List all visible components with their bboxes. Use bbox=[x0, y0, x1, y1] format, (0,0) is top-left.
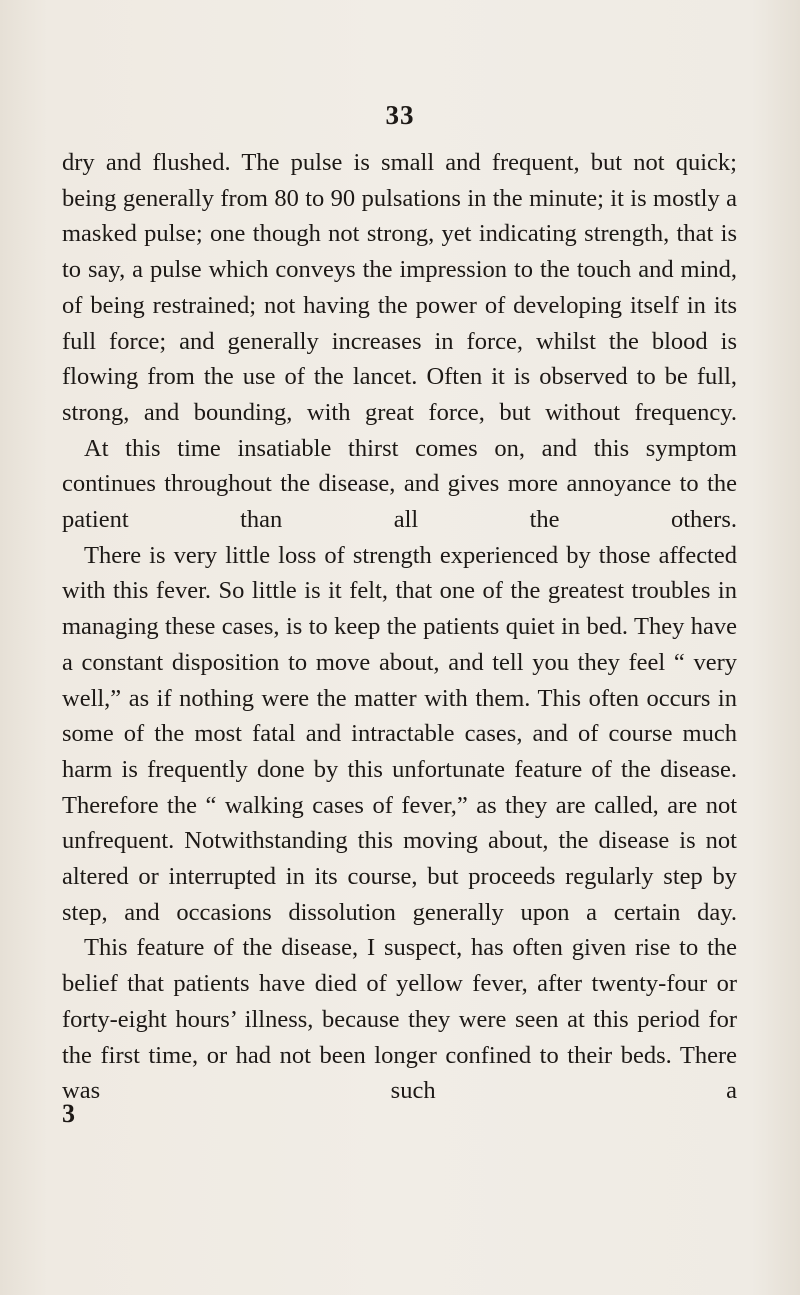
paragraph-pulse: dry and flushed. The pulse is small and frequent, but not quick; being generally from 80 to 90 pulsations in the minute; it is mostly a masked pulse; one though not strong, yet indicating strength, that is to say, a pulse which conveys the impression to the touch and mind, of being restrained; not having the power of developing itself in its full force; and generally increases in force, whilst the blood is flowing from the use of the lancet. Often it is observed to be full, strong, and bounding, with great force, but without frequency. bbox=[62, 149, 737, 426]
paragraph-thirst: At this time insatiable thirst comes on, and this symptom continues throughout the disease, and gives more annoyance to the patient than all the others. bbox=[62, 434, 737, 534]
paragraph-feature: This feature of the disease, I suspect, has often given rise to the belief that patients have died of yellow fever, after twenty-four or forty-eight hours’ illness, because they were seen at this period for the first time, or had not been longer confined to their beds. There was such a bbox=[62, 934, 737, 1105]
page-number: 33 bbox=[385, 100, 415, 130]
paragraph-strength: There is very little loss of strength experienced by those affected with this fever. So little is it felt, that one of the greatest troubles in managing these cases, is to keep the patients quiet in bed. They have a constant disposition to move about, and tell you they feel “ very well,” as if nothing were the matter with them. This often occurs in some of the most fatal and intractable cases, and of course much harm is frequently done by this unfortunate feature of the disease. Therefore the “ walking cases of fever,” as they are called, are not unfrequent. Notwithstanding this moving about, the disease is not altered or interrupted in its course, but proceeds regularly step by step, and occasions dissolution generally upon a certain day. bbox=[62, 541, 737, 926]
signature-mark: 3 bbox=[62, 1099, 75, 1128]
body-text bbox=[62, 145, 737, 1109]
